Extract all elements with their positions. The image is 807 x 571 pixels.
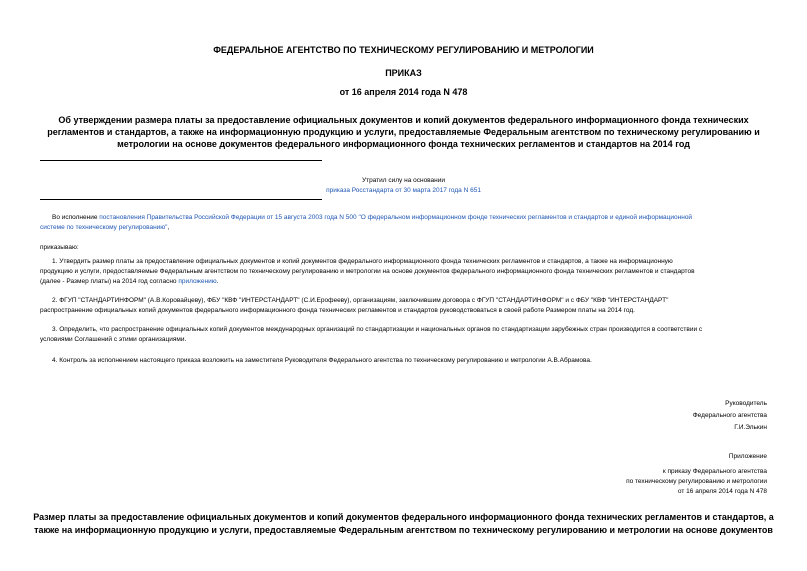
appendix-line: от 16 апреля 2014 года N 478 — [677, 488, 767, 495]
item-3 — [40, 325, 767, 345]
appendix-link[interactable]: приложению — [178, 278, 217, 285]
appendix-title-line: также на информационную продукцию и услуги, предоставляемые Федеральным агентством по техническому регулированию и метрологии на основе документов — [34, 525, 773, 535]
document-title — [40, 114, 767, 150]
preamble-suffix: , — [167, 224, 170, 231]
item-1 — [40, 257, 767, 287]
item-2 — [40, 296, 767, 316]
signature-role: Руководитель — [725, 400, 767, 407]
preamble — [40, 213, 767, 233]
status-note — [0, 176, 807, 196]
signature-name: Г.И.Элькин — [734, 424, 767, 431]
item-3-line: 3. Определить, что распространение официальных копий документов международных организаций по стандартизации и национальных органов по стандартизации зарубежных стран производится в соответствии с — [52, 326, 703, 333]
signature-org: Федерального агентства — [692, 412, 767, 419]
divider-top — [40, 160, 322, 161]
divider-bottom — [40, 199, 322, 200]
status-text: Утратил силу на основании — [361, 177, 446, 184]
item-3-line: условиями Соглашений с этими организациями. — [40, 336, 187, 343]
preamble-prefix: Во исполнение — [52, 214, 100, 221]
order-word: приказываю: — [40, 244, 79, 251]
appendix-block — [517, 452, 767, 497]
item-1-prefix: (далее - Размер платы) на 2014 год согласно — [40, 278, 179, 285]
item-1-line: продукцию и услуги, предоставляемые Федеральным агентством по техническому регулированию и метрологии на основе документов федерального информационного фонда технических регламентов и стандартов — [40, 268, 695, 275]
item-4 — [40, 356, 767, 366]
title-line: регламентов и стандартов, а также на информационную продукцию и услуги, предоставляемые Федеральным агентством по техническому регулированию и — [47, 127, 760, 137]
item-4-line: 4. Контроль за исполнением настоящего приказа возложить на заместителя Руководителя Федерального агентства по техническому регулированию и метрологии А.В.Абрамова. — [52, 357, 592, 364]
item-2-line: 2. ФГУП "СТАНДАРТИНФОРМ" (А.В.Коровайцеву), ФБУ "КВФ "ИНТЕРСТАНДАРТ" (С.И.Ерофееву), организациям, заключившим договора с ФГУП "СТАНДАРТИНФОРМ" и с ФБУ "КВФ "ИНТЕРСТАНДАРТ" — [52, 297, 669, 304]
title-line: метрологии на основе документов федерального информационного фонда технических регламентов и стандартов на 2014 год — [117, 139, 690, 149]
appendix-line: по техническому регулированию и метрологии — [626, 478, 767, 485]
document-date-number: от 16 апреля 2014 года N 478 — [339, 87, 468, 97]
document-type: ПРИКАЗ — [385, 68, 422, 78]
appendix-title-line: Размер платы за предоставление официальных документов и копий документов федерального информационного фонда технических регламентов и стандартов, а — [33, 512, 774, 522]
preamble-link-cont[interactable]: системе по техническому регулированию" — [40, 224, 168, 231]
status-link[interactable]: приказа Росстандарта от 30 марта 2017 года N 651 — [326, 187, 481, 194]
appendix-label: Приложение — [728, 453, 767, 460]
title-line: Об утверждении размера платы за предоставление официальных документов и копий документов федерального информационного фонда технических — [58, 115, 749, 125]
item-2-line: распространение официальных копий документов федерального информационного фонда технических регламентов и стандартов руководствоваться в своей работе Размером платы на 2014 год. — [40, 307, 635, 314]
item-1-line: 1. Утвердить размер платы за предоставление официальных документов и копий документов федерального информационного фонда технических регламентов и стандартов, а также на информационную — [52, 258, 673, 265]
agency-name: ФЕДЕРАЛЬНОЕ АГЕНТСТВО ПО ТЕХНИЧЕСКОМУ РЕГУЛИРОВАНИЮ И МЕТРОЛОГИИ — [213, 45, 594, 55]
signature-block — [567, 398, 767, 434]
item-1-suffix: . — [216, 278, 219, 285]
appendix-title — [30, 511, 777, 537]
preamble-link[interactable]: постановления Правительства Российской Федерации от 15 августа 2003 года N 500 "О федеральном информационном фонде технических регламентов и стандартов и единой информационной — [99, 214, 693, 221]
appendix-line: к приказу Федерального агентства — [662, 468, 767, 475]
